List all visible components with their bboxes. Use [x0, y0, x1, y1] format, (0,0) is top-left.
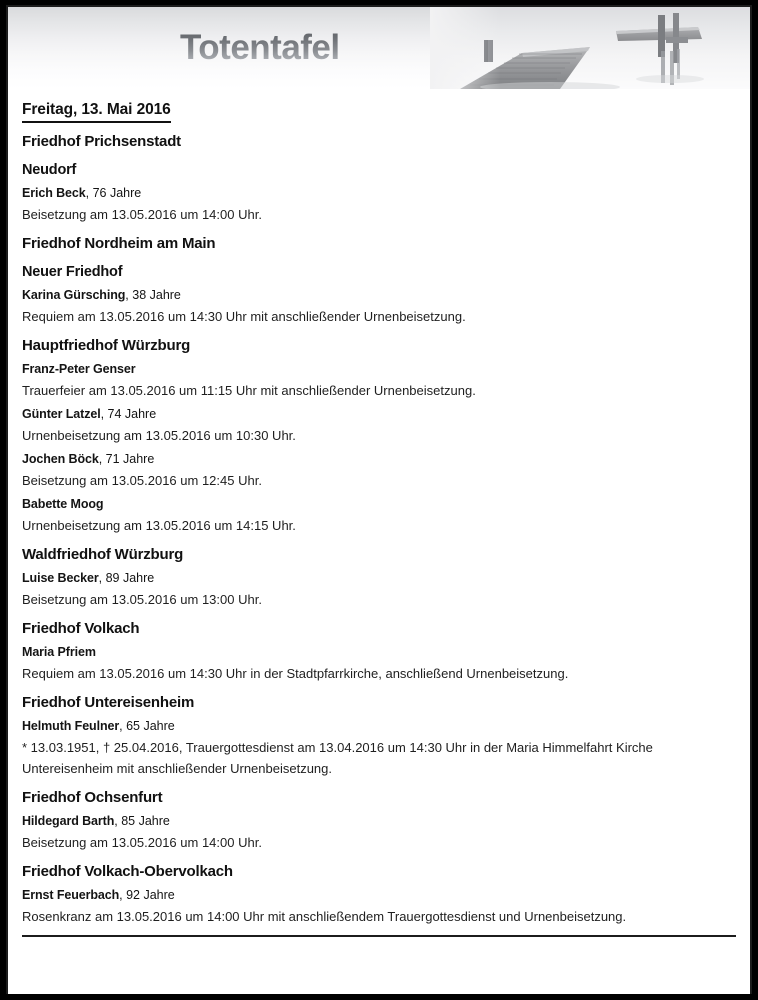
pier-photo — [430, 7, 750, 89]
funeral-detail-text: Requiem am 13.05.2016 um 14:30 Uhr in der Stadtpfarrkirche, anschließend Urnenbeisetzung. — [22, 666, 569, 681]
sections-container — [22, 132, 736, 927]
deceased-age: , 76 Jahre — [85, 186, 142, 200]
funeral-detail-text: Urnenbeisetzung am 13.05.2016 um 10:30 Uhr. — [22, 428, 296, 443]
deceased-age: , 89 Jahre — [98, 571, 155, 585]
obituary-listing — [8, 89, 750, 994]
cemetery-name: Waldfriedhof Würzburg — [22, 546, 184, 563]
deceased-person-row — [22, 360, 736, 379]
deceased-age: , 92 Jahre — [119, 888, 175, 902]
deceased-name: Jochen Böck — [22, 452, 99, 466]
deceased-person-row — [22, 184, 736, 203]
deceased-name: Luise Becker — [22, 571, 99, 585]
cemetery-section — [22, 336, 736, 536]
page-title: Totentafel — [180, 28, 340, 67]
deceased-person-row — [22, 569, 736, 588]
funeral-detail-text: Rosenkranz am 13.05.2016 um 14:00 Uhr mit anschließendem Trauergottesdienst und Urnenbeisetzung. — [22, 909, 627, 924]
funeral-detail-text: Trauerfeier am 13.05.2016 um 11:15 Uhr mit anschließender Urnenbeisetzung. — [22, 383, 476, 398]
deceased-age: , 38 Jahre — [125, 288, 181, 302]
cemetery-section — [22, 862, 736, 927]
cemetery-section — [22, 545, 736, 610]
deceased-name: Hildegard Barth — [22, 814, 115, 828]
cemetery-name: Friedhof Untereisenheim — [22, 694, 195, 711]
deceased-name: Helmuth Feulner — [22, 719, 120, 733]
deceased-name: Günter Latzel — [22, 407, 101, 421]
deceased-person-row — [22, 886, 736, 905]
deceased-age: , 85 Jahre — [114, 814, 170, 828]
funeral-detail-text: Beisetzung am 13.05.2016 um 12:45 Uhr. — [22, 473, 262, 488]
deceased-name: Maria Pfriem — [22, 645, 96, 659]
deceased-name: Babette Moog — [22, 497, 104, 511]
deceased-name: Erich Beck — [22, 186, 86, 200]
date-heading-row — [22, 101, 736, 129]
deceased-person-row — [22, 717, 736, 736]
cemetery-section — [22, 619, 736, 684]
cemetery-name: Hauptfriedhof Würzburg — [22, 337, 191, 354]
funeral-detail-text: Beisetzung am 13.05.2016 um 13:00 Uhr. — [22, 592, 262, 607]
deceased-person-row — [22, 405, 736, 424]
deceased-name: Ernst Feuerbach — [22, 888, 120, 902]
cemetery-name: Friedhof Nordheim am Main — [22, 235, 216, 252]
deceased-age: , 65 Jahre — [119, 719, 175, 733]
date-heading: Freitag, 13. Mai 2016 — [22, 101, 171, 123]
cemetery-name: Friedhof Volkach-Obervolkach — [22, 863, 233, 880]
deceased-person-row — [22, 450, 736, 469]
cemetery-subsection-name: Neuer Friedhof — [22, 264, 123, 280]
deceased-age: , 74 Jahre — [100, 407, 157, 421]
cemetery-name: Friedhof Ochsenfurt — [22, 789, 163, 806]
deceased-age: , 71 Jahre — [98, 452, 155, 466]
deceased-name: Franz-Peter Genser — [22, 362, 136, 376]
deceased-person-row — [22, 286, 736, 305]
funeral-detail-text: Urnenbeisetzung am 13.05.2016 um 14:15 Uhr. — [22, 518, 296, 533]
funeral-detail-text: Beisetzung am 13.05.2016 um 14:00 Uhr. — [22, 207, 262, 222]
deceased-person-row — [22, 495, 736, 514]
cemetery-section — [22, 693, 736, 779]
bottom-divider — [22, 935, 736, 937]
cemetery-section — [22, 132, 736, 225]
cemetery-name: Friedhof Volkach — [22, 620, 140, 637]
funeral-detail-text: Beisetzung am 13.05.2016 um 14:00 Uhr. — [22, 835, 262, 850]
cemetery-name: Friedhof Prichsenstadt — [22, 133, 181, 150]
cemetery-section — [22, 788, 736, 853]
cemetery-section — [22, 234, 736, 327]
cemetery-subsection-name: Neudorf — [22, 162, 77, 178]
pier-photo-image — [430, 7, 750, 89]
masthead — [8, 7, 750, 89]
deceased-person-row — [22, 812, 736, 831]
page-inner — [6, 5, 752, 994]
deceased-person-row — [22, 643, 736, 662]
deceased-name: Karina Gürsching — [22, 288, 126, 302]
funeral-detail-text: Requiem am 13.05.2016 um 14:30 Uhr mit anschließender Urnenbeisetzung. — [22, 309, 466, 324]
funeral-detail-text: * 13.03.1951, † 25.04.2016, Trauergottesdienst am 13.04.2016 um 14:30 Uhr in der Maria Himmelfahrt Kirche Untereisenheim mit anschließender Urnenbeisetzung. — [22, 740, 653, 776]
